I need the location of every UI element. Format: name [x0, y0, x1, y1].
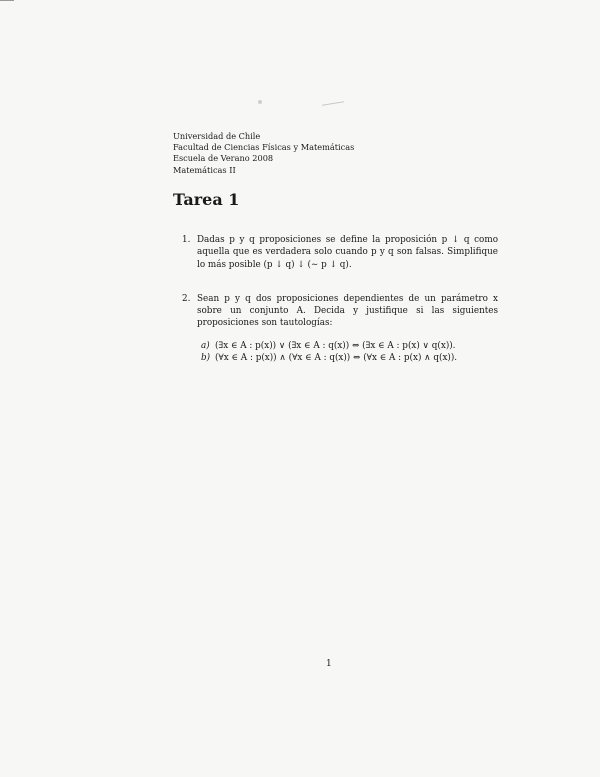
subitem-a	[201, 340, 498, 352]
problem-1	[182, 234, 498, 271]
header-school: Escuela de Verano 2008	[173, 153, 274, 164]
subitem-list	[197, 340, 498, 365]
subitem-text: (∀x ∈ A : p(x)) ∧ (∀x ∈ A : q(x)) ⇔ (∀x ∈ A : p(x) ∧ q(x)).	[215, 353, 458, 364]
subitem-text: (∃x ∈ A : p(x)) ∨ (∃x ∈ A : q(x)) ⇔ (∃x ∈ A : p(x) ∨ q(x)).	[215, 340, 456, 351]
problem-text: Sean p y q dos proposiciones dependientes de un parámetro x sobre un conjunto A. Decida y justifique si las siguientes proposiciones son tautologías:	[197, 293, 498, 329]
subitem-label: b)	[201, 353, 211, 364]
subitem-b	[201, 352, 498, 364]
problem-2	[182, 293, 498, 364]
subitem-label: a)	[201, 340, 210, 351]
document-title: Tarea 1	[173, 190, 240, 209]
problem-number: 1.	[182, 235, 191, 245]
problem-number: 2.	[182, 293, 191, 304]
document-header	[173, 131, 354, 176]
header-faculty: Facultad de Ciencias Físicas y Matemáticas	[173, 142, 355, 153]
page-number: 1	[326, 659, 332, 669]
header-course: Matemáticas II	[173, 164, 236, 175]
scan-stroke	[322, 101, 344, 105]
scan-speck	[258, 100, 262, 104]
scan-edge-mark	[0, 0, 14, 1]
problem-list	[182, 234, 498, 364]
problem-text: Dadas p y q proposiciones se define la proposición p ↓ q como aquella que es verdadera solo cuando p y q son falsas. Simplifique lo más posible (p ↓ q) ↓ (∼ p ↓ q).	[197, 235, 498, 270]
header-university: Universidad de Chile	[173, 131, 261, 141]
